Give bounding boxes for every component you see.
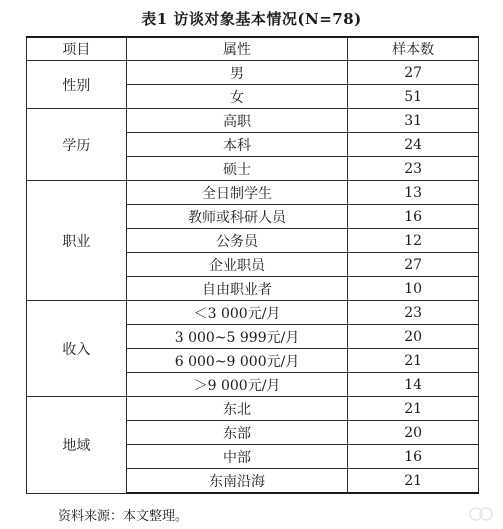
group-name-cell: 地域 <box>27 397 127 494</box>
count-cell: 23 <box>348 157 479 181</box>
table-row <box>27 397 479 421</box>
count-cell: 24 <box>348 133 479 157</box>
attribute-cell: 东南沿海 <box>126 469 348 494</box>
attribute-cell: 企业职员 <box>126 253 348 277</box>
attribute-cell: 中部 <box>126 445 348 469</box>
attribute-cell: 东部 <box>126 421 348 445</box>
header-count: 样本数 <box>348 37 479 61</box>
count-cell: 27 <box>348 61 479 85</box>
table-header-row <box>27 37 479 61</box>
attribute-cell: 东北 <box>126 397 348 421</box>
attribute-cell: 6 000~9 000元/月 <box>126 349 348 373</box>
attribute-cell: 女 <box>126 85 348 109</box>
count-cell: 12 <box>348 229 479 253</box>
attribute-cell: 3 000~5 999元/月 <box>126 325 348 349</box>
attribute-cell: 自由职业者 <box>126 277 348 301</box>
count-cell: 10 <box>348 277 479 301</box>
attribute-cell: ＜3 000元/月 <box>126 301 348 325</box>
count-cell: 14 <box>348 373 479 397</box>
header-attribute: 属性 <box>126 37 348 61</box>
count-cell: 20 <box>348 421 479 445</box>
attribute-cell: 男 <box>126 61 348 85</box>
attribute-cell: 公务员 <box>126 229 348 253</box>
count-cell: 16 <box>348 445 479 469</box>
table-body <box>27 61 479 494</box>
source-note: 资料来源：本文整理。 <box>58 509 189 524</box>
group-name-cell: 性别 <box>27 61 127 109</box>
attribute-cell: 全日制学生 <box>126 181 348 205</box>
attribute-cell: 高职 <box>126 109 348 133</box>
demographics-table <box>26 36 479 494</box>
attribute-cell: 硕士 <box>126 157 348 181</box>
table-title: 表1 访谈对象基本情况(N=78) <box>141 10 362 28</box>
count-cell: 27 <box>348 253 479 277</box>
count-cell: 21 <box>348 349 479 373</box>
count-cell: 13 <box>348 181 479 205</box>
table-row <box>27 301 479 325</box>
count-cell: 20 <box>348 325 479 349</box>
attribute-cell: ＞9 000元/月 <box>126 373 348 397</box>
table-row <box>27 109 479 133</box>
count-cell: 51 <box>348 85 479 109</box>
table-row <box>27 61 479 85</box>
count-cell: 16 <box>348 205 479 229</box>
watermark-logo-icon <box>469 505 497 523</box>
count-cell: 21 <box>348 469 479 494</box>
attribute-cell: 教师或科研人员 <box>126 205 348 229</box>
group-name-cell: 职业 <box>27 181 127 301</box>
attribute-cell: 本科 <box>126 133 348 157</box>
count-cell: 31 <box>348 109 479 133</box>
count-cell: 23 <box>348 301 479 325</box>
table-row <box>27 181 479 205</box>
group-name-cell: 收入 <box>27 301 127 397</box>
header-item: 项目 <box>27 37 127 61</box>
group-name-cell: 学历 <box>27 109 127 181</box>
count-cell: 21 <box>348 397 479 421</box>
